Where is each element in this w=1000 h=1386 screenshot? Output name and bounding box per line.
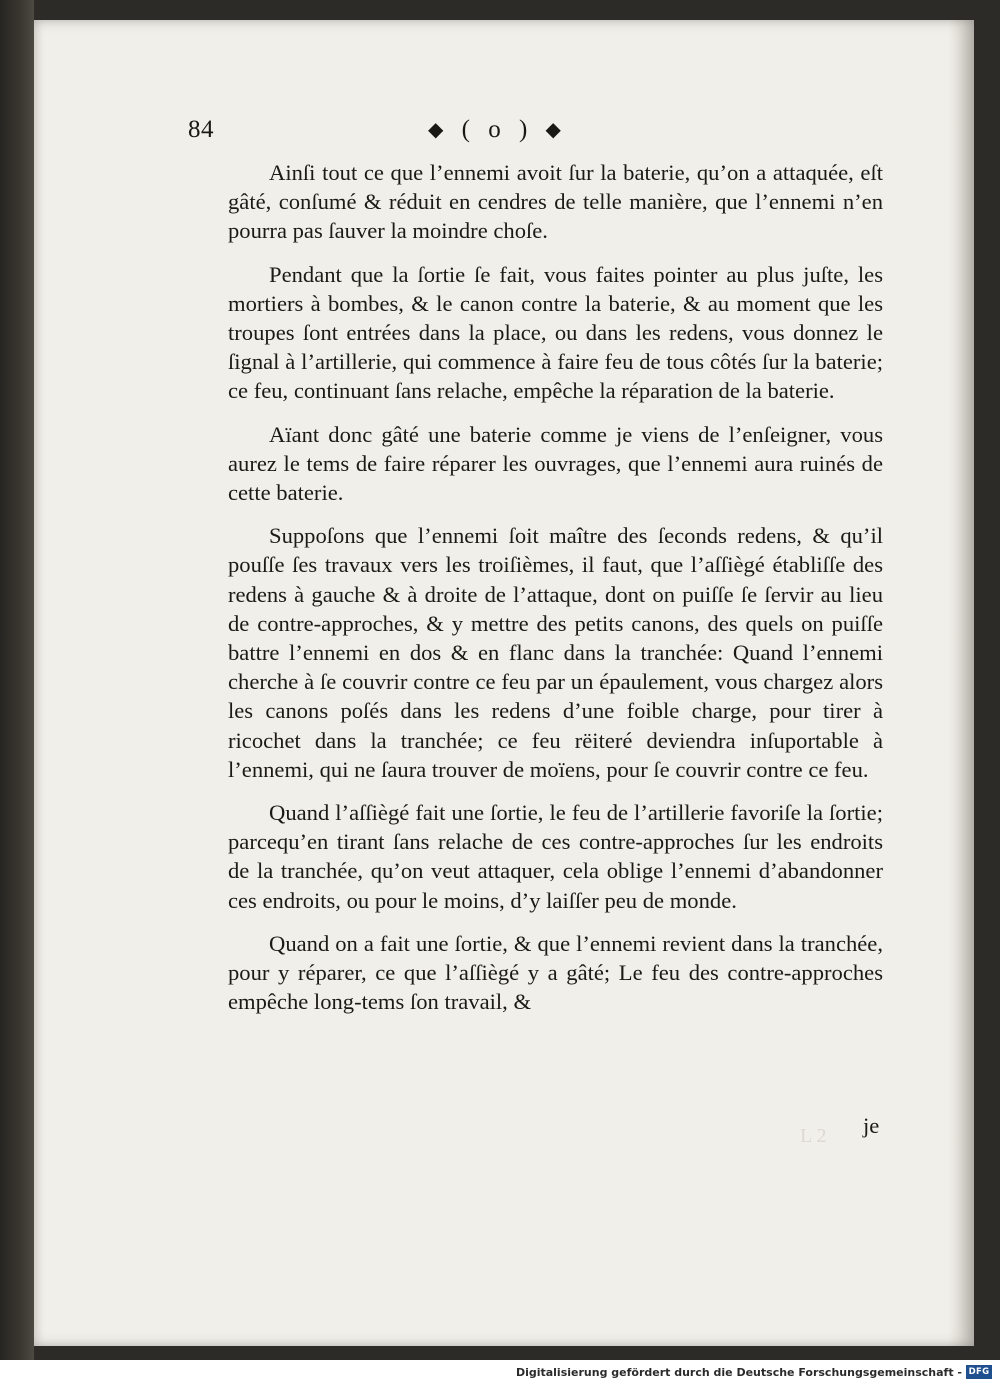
catchword: je <box>863 1113 880 1138</box>
paragraph: Suppoſons que l’ennemi ſoit maître des ſeconds redens, & qu’il pouſſe ſes travaux vers les troiſièmes, il faut, que l’aſſiègé établiſſe des redens à gauche & à droite de l’attaque, dont on puiſſe ſe ſervir au lieu de contre-approches, & y mettre des petits canons, des quels on puiſſe battre l’ennemi en dos & en flanc dans la tranchée: Quand l’ennemi cherche à ſe couvrir contre ce feu par un épaulement, vous chargez alors les canons poſés dans les redens d’une foible charge, pour tirer à ricochet dans la tranchée; ce feu rëiteré deviendra inſuportable à l’ennemi, qui ne ſaura trouver de moïens, pour ſe couvrir contre ce feu. <box>228 523 883 782</box>
book-spine-edge <box>0 0 34 1360</box>
ornament-diamond-right-icon: ◆ <box>545 119 567 141</box>
dfg-logo-icon: DFG <box>966 1365 992 1379</box>
paragraph: Quand on a fait une ſortie, & que l’ennemi revient dans la tranchée, pour y réparer, ce que l’aſſiègé y a gâté; Le feu des contre-approches empêche long-tems ſon travail, & <box>228 930 883 1015</box>
paragraph: Aïant donc gâté une baterie comme je viens de l’enſeigner, vous aurez le tems de faire réparer les ouvrages, que l’ennemi aura ruinés de cette baterie. <box>228 421 883 506</box>
paragraph: Pendant que la ſortie ſe fait, vous faites pointer au plus juſte, les mortiers à bombes, & le canon contre la baterie, & au moment que les troupes ſont entrées dans la place, ou dans les redens, vous donnez le ſignal à l’artillerie, qui commence à faire feu de tous côtés ſur la baterie; ce feu, continuant ſans relache, empêche la réparation de la baterie. <box>228 261 883 404</box>
footer-bar <box>0 1360 1000 1386</box>
page-number: 84 <box>188 116 214 143</box>
page-header <box>188 116 888 156</box>
ornament-center: ( o ) <box>461 116 534 143</box>
funding-credit: Digitalisierung gefördert durch die Deutsche Forschungsgemeinschaft - <box>515 1366 962 1379</box>
paragraph: Ainſi tout ce que l’ennemi avoit ſur la baterie, qu’on a attaquée, eſt gâté, conſumé & réduit en cendres de telle manière, que l’ennemi n’en pourra pas ſauver la moindre choſe. <box>228 160 883 244</box>
bleed-through-text: L 2 <box>800 1125 827 1147</box>
body-text <box>228 158 883 1030</box>
page-edge-shadow <box>948 20 974 1346</box>
ornament-diamond-left-icon: ◆ <box>428 119 450 141</box>
header-ornament <box>428 116 567 144</box>
paragraph: Quand l’aſſiègé fait une ſortie, le feu de l’artillerie favoriſe la ſortie; parcequ’en tirant ſans relache de ces contre-approches ſur les endroits de la tranchée, qu’on veut attaquer, cela oblige l’ennemi d’abandonner ces endroits, ou pour le moins, d’y laiſſer peu de monde. <box>228 800 883 913</box>
